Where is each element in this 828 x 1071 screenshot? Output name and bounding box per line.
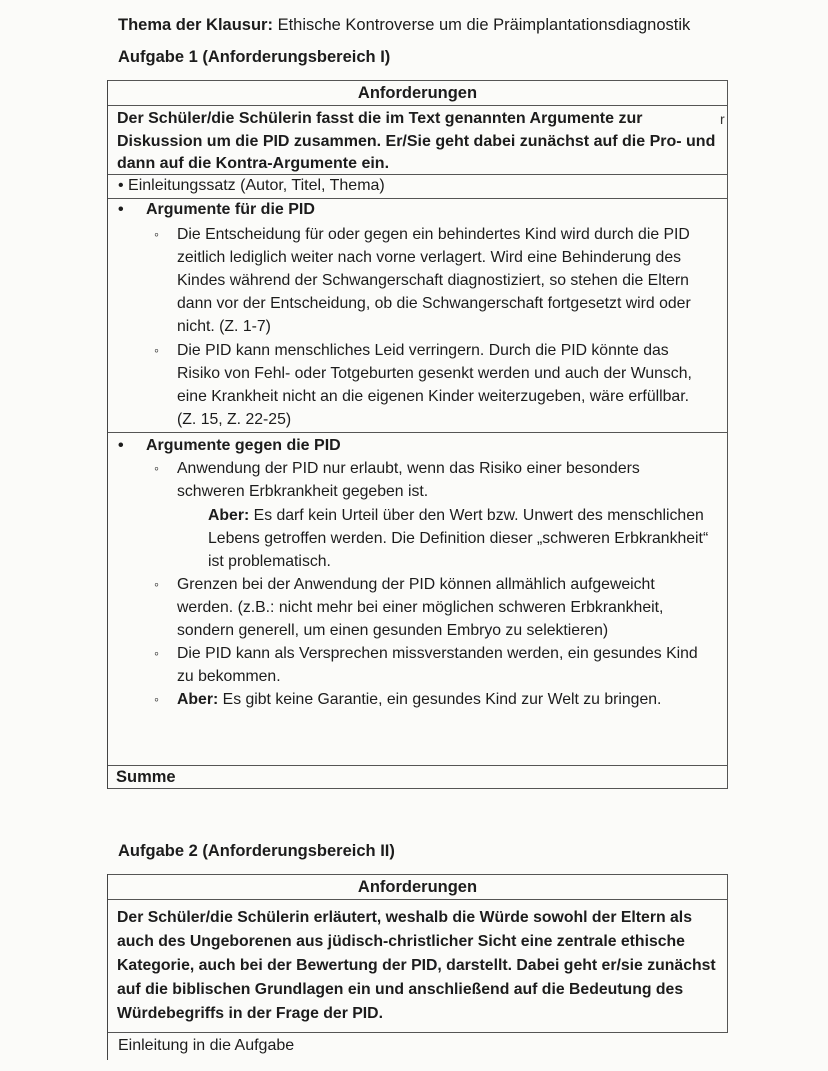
aber-label: Aber: — [177, 691, 219, 708]
exam-topic-line — [118, 16, 690, 35]
contra-argument-text: Grenzen bei der Anwendung der PID können allmählich aufgeweicht werden. (z.B.: nicht mehr bei einer möglichen schweren Erbkrankheit, sondern generell, um einen gesunden Embryo zu selektieren) — [177, 576, 664, 639]
cut-off-column-fragment: r — [720, 111, 725, 127]
bullet-icon: • — [118, 201, 124, 218]
contra-argument — [108, 573, 727, 642]
contra-title-text: Argumente gegen die PID — [146, 437, 341, 454]
contra-argument — [108, 642, 727, 688]
aber-text: Es gibt keine Garantie, ein gesundes Kind zur Welt zu bringen. — [222, 691, 662, 708]
task1-intro-item: • Einleitungssatz (Autor, Titel, Thema) — [108, 174, 728, 198]
task1-contra-section — [108, 432, 728, 765]
task2-title: Aufgabe 2 (Anforderungsbereich II) — [118, 842, 395, 860]
task1-title: Aufgabe 1 (Anforderungsbereich I) — [118, 48, 391, 66]
task1-sum-row: Summe — [108, 765, 728, 789]
contra-argument — [108, 457, 727, 503]
contra-argument-text: Die PID kann als Versprechen missverstanden werden, ein gesundes Kind zu bekommen. — [177, 645, 698, 685]
pro-argument — [108, 223, 727, 338]
pro-section-title — [108, 199, 727, 221]
pro-title-text: Argumente für die PID — [146, 201, 315, 218]
exam-topic-label: Thema der Klausur: — [118, 16, 273, 34]
contra-argument — [108, 688, 727, 711]
task1-column-header: Anforderungen — [108, 80, 728, 105]
exam-topic: Ethische Kontroverse um die Präimplantationsdiagnostik — [277, 16, 691, 34]
sub-bullet-icon: ◦ — [154, 645, 159, 661]
task2-table — [107, 874, 728, 1060]
aber-label: Aber: — [208, 507, 250, 524]
sub-bullet-icon: ◦ — [154, 576, 159, 592]
pro-argument — [108, 339, 727, 431]
sub-bullet-icon: ◦ — [154, 226, 159, 242]
sub-bullet-icon: ◦ — [154, 460, 159, 476]
task1-requirement: Der Schüler/die Schülerin fasst die im Text genannten Argumente zur Diskussion um die PID zusammen. Er/Sie geht dabei zunächst auf die Pro- und dann auf die Kontra-Argumente ein. — [108, 105, 728, 174]
contra-section-title — [108, 435, 727, 457]
pro-argument-text: Die PID kann menschliches Leid verringern. Durch die PID könnte das Risiko von Fehl- oder Totgeburten gesenkt werden und auch der Wunsch, eine Krankheit nicht an die eigenen Kinder weiterzugeben, wäre erfüllbar. (Z. 15, Z. 22-25) — [177, 342, 692, 428]
task2-intro-item: Einleitung in die Aufgabe — [108, 1032, 728, 1060]
task2-column-header: Anforderungen — [108, 874, 728, 899]
aber-text: Es darf kein Urteil über den Wert bzw. Unwert des menschlichen Lebens getroffen werden. Die Definition dieser „schweren Erbkrankheit“ ist problematisch. — [208, 507, 709, 570]
task1-table — [107, 80, 728, 789]
contra-argument-text: Anwendung der PID nur erlaubt, wenn das Risiko einer besonders schweren Erbkrankheit gegeben ist. — [177, 460, 640, 500]
contra-counterpoint — [108, 504, 727, 573]
sub-bullet-icon: ◦ — [154, 342, 159, 358]
sub-bullet-icon: ◦ — [154, 691, 159, 707]
bullet-icon: • — [118, 437, 124, 454]
task1-pro-section — [108, 198, 728, 432]
task2-requirement: Der Schüler/die Schülerin erläutert, weshalb die Würde sowohl der Eltern als auch des Ungeborenen aus jüdisch-christlicher Sicht eine zentrale ethische Kategorie, auch bei der Bewertung der PID, darstellt. Dabei geht er/sie zunächst auf die biblischen Grundlagen ein und anschließend auf die Bedeutung des Würdebegriffs in der Frage der PID. — [108, 899, 728, 1032]
pro-argument-text: Die Entscheidung für oder gegen ein behindertes Kind wird durch die PID zeitlich lediglich weiter nach vorne verlagert. Wird eine Behinderung des Kindes während der Schwangerschaft diagnostiziert, so stehen die Eltern dann vor der Entscheidung, ob die Schwangerschaft fortgesetzt wird oder nicht. (Z. 1-7) — [177, 226, 691, 335]
